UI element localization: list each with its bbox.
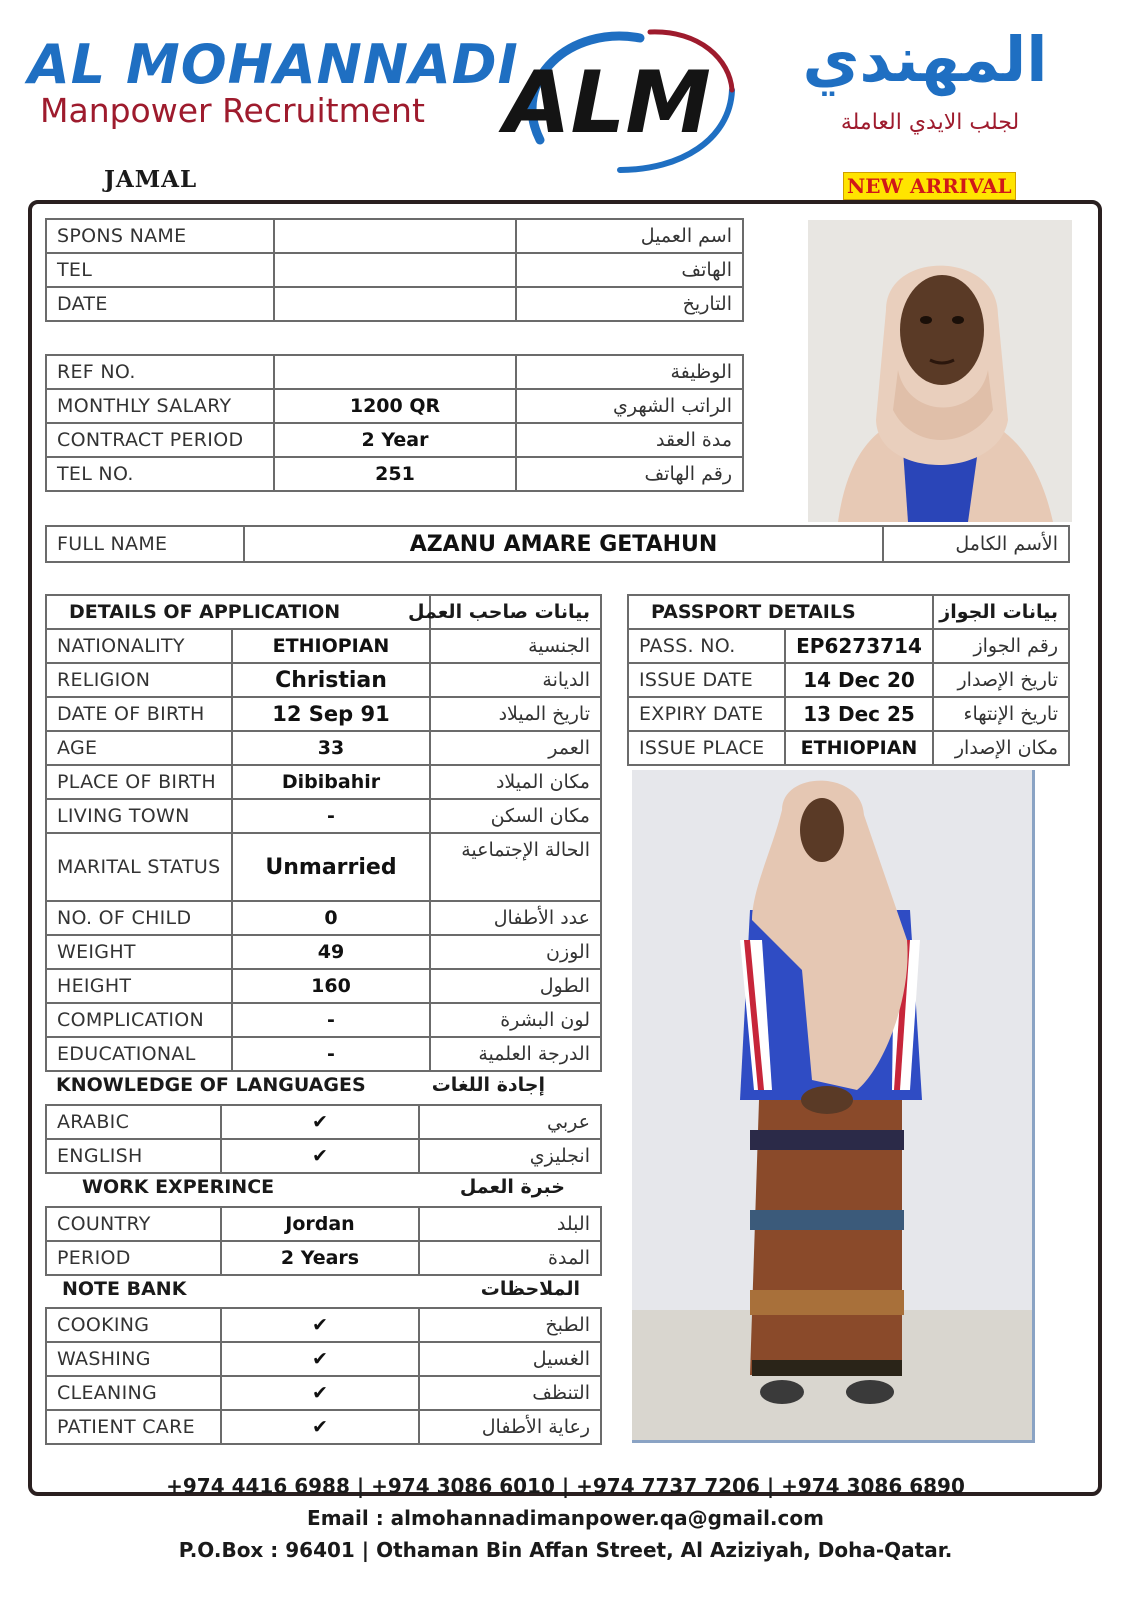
row-label: LIVING TOWN <box>46 799 232 833</box>
check-icon: ✔ <box>221 1308 419 1342</box>
table-row <box>46 1139 601 1173</box>
row-label: AGE <box>46 731 232 765</box>
table-row <box>46 1308 601 1342</box>
row-label-arabic: الديانة <box>430 663 601 697</box>
contract-period-value: 2 Year <box>274 423 516 457</box>
row-label-arabic: رقم الجواز <box>933 629 1069 663</box>
table-row <box>628 731 1069 765</box>
row-value: 2 Years <box>221 1241 419 1275</box>
section-title-arabic: بيانات صاحب العمل <box>430 595 601 629</box>
row-label-arabic: انجليزي <box>419 1139 601 1173</box>
row-label: DATE <box>46 287 274 321</box>
check-icon: ✔ <box>221 1410 419 1444</box>
expiry-date: 13 Dec 25 <box>785 697 933 731</box>
contract-table <box>45 354 744 492</box>
row-label-arabic: الطول <box>430 969 601 1003</box>
table-row <box>46 287 743 321</box>
row-label: EXPIRY DATE <box>628 697 785 731</box>
row-value: 160 <box>232 969 430 1003</box>
table-row <box>46 1003 601 1037</box>
row-label: WEIGHT <box>46 935 232 969</box>
row-label-arabic: مكان الإصدار <box>933 731 1069 765</box>
row-label-arabic: رقم الهاتف <box>516 457 743 491</box>
table-header-row <box>628 595 1069 629</box>
table-row <box>46 799 601 833</box>
table-row <box>46 1105 601 1139</box>
table-row <box>46 935 601 969</box>
table-row <box>46 526 1069 562</box>
row-label: ISSUE PLACE <box>628 731 785 765</box>
footer-email[interactable]: Email : almohannadimanpower.qa@gmail.com <box>307 1506 824 1530</box>
table-header-row <box>46 595 601 629</box>
row-label: CLEANING <box>46 1376 221 1410</box>
row-label: PATIENT CARE <box>46 1410 221 1444</box>
table-row <box>46 731 601 765</box>
table-row <box>46 389 743 423</box>
row-label: MARITAL STATUS <box>46 833 232 901</box>
row-label-arabic: العمر <box>430 731 601 765</box>
row-label-arabic: عدد الأطفال <box>430 901 601 935</box>
table-row <box>46 253 743 287</box>
check-icon: ✔ <box>221 1376 419 1410</box>
notes-table <box>45 1307 602 1445</box>
table-row <box>46 1342 601 1376</box>
row-label: PERIOD <box>46 1241 221 1275</box>
row-label: WASHING <box>46 1342 221 1376</box>
row-label: NO. OF CHILD <box>46 901 232 935</box>
sponsor-date-field[interactable] <box>274 287 516 321</box>
row-value: 49 <box>232 935 430 969</box>
full-name-table <box>45 525 1070 563</box>
section-title: DETAILS OF APPLICATION <box>46 595 430 629</box>
row-label: MONTHLY SALARY <box>46 389 274 423</box>
row-label-arabic: الوظيفة <box>516 355 743 389</box>
full-body-photo <box>632 770 1035 1443</box>
table-row <box>628 629 1069 663</box>
sponsor-table <box>45 218 744 322</box>
table-row <box>46 765 601 799</box>
ref-no-value <box>274 355 516 389</box>
tel-no-value: 251 <box>274 457 516 491</box>
brand-subtitle-arabic: لجلب الايدي العاملة <box>840 110 1020 135</box>
check-icon: ✔ <box>221 1342 419 1376</box>
section-title: PASSPORT DETAILS <box>628 595 933 629</box>
check-icon: ✔ <box>221 1105 419 1139</box>
row-label-arabic: الطبخ <box>419 1308 601 1342</box>
alm-logo <box>500 20 735 180</box>
alm-logo-text: ALM <box>504 53 711 153</box>
row-label-arabic: الدرجة العلمية <box>430 1037 601 1071</box>
passport-table <box>627 594 1070 766</box>
row-label: SPONS NAME <box>46 219 274 253</box>
row-label-arabic: الوزن <box>430 935 601 969</box>
row-value: 12 Sep 91 <box>232 697 430 731</box>
new-arrival-badge: NEW ARRIVAL <box>843 172 1016 200</box>
row-value: - <box>232 1037 430 1071</box>
row-label: ENGLISH <box>46 1139 221 1173</box>
row-value: Christian <box>232 663 430 697</box>
row-label-arabic: الحالة الإجتماعية <box>430 833 601 901</box>
portrait-photo <box>808 220 1072 522</box>
check-icon: ✔ <box>221 1139 419 1173</box>
row-label-arabic: تاريخ الإصدار <box>933 663 1069 697</box>
footer-phones: +974 4416 6988 | +974 3086 6010 | +974 7737 7206 | +974 3086 6890 <box>166 1474 965 1498</box>
row-label: PLACE OF BIRTH <box>46 765 232 799</box>
row-label: REF NO. <box>46 355 274 389</box>
row-label: DATE OF BIRTH <box>46 697 232 731</box>
table-row <box>46 423 743 457</box>
row-value: Unmarried <box>232 833 430 901</box>
row-label-arabic: تاريخ الإنتهاء <box>933 697 1069 731</box>
notes-title-arabic: الملاحظات <box>480 1278 580 1300</box>
row-value: 0 <box>232 901 430 935</box>
table-row <box>46 355 743 389</box>
row-label: PASS. NO. <box>628 629 785 663</box>
application-table <box>45 594 602 1072</box>
table-row <box>46 1241 601 1275</box>
row-label: CONTRACT PERIOD <box>46 423 274 457</box>
languages-title-arabic: إجادة اللغات <box>431 1074 545 1096</box>
experience-title-arabic: خبرة العمل <box>459 1176 565 1198</box>
row-value: 33 <box>232 731 430 765</box>
notes-title: NOTE BANK <box>62 1278 187 1300</box>
row-value: ETHIOPIAN <box>232 629 430 663</box>
table-row <box>46 969 601 1003</box>
row-label-arabic: البلد <box>419 1207 601 1241</box>
row-value: - <box>232 799 430 833</box>
row-label-arabic: اسم العميل <box>516 219 743 253</box>
table-row <box>46 663 601 697</box>
table-row <box>46 457 743 491</box>
row-label-arabic: رعاية الأطفال <box>419 1410 601 1444</box>
passport-number: EP6273714 <box>785 629 933 663</box>
row-label-arabic: الراتب الشهري <box>516 389 743 423</box>
row-label: RELIGION <box>46 663 232 697</box>
issue-place: ETHIOPIAN <box>785 731 933 765</box>
footer-address: P.O.Box : 96401 | Othaman Bin Affan Street, Al Aziziyah, Doha-Qatar. <box>178 1538 953 1562</box>
row-label-arabic: مكان الميلاد <box>430 765 601 799</box>
row-label-arabic: عربي <box>419 1105 601 1139</box>
row-label-arabic: الجنسية <box>430 629 601 663</box>
row-label: COUNTRY <box>46 1207 221 1241</box>
row-label: EDUCATIONAL <box>46 1037 232 1071</box>
row-label-arabic: مكان السكن <box>430 799 601 833</box>
row-label: TEL <box>46 253 274 287</box>
row-value: Jordan <box>221 1207 419 1241</box>
row-label-arabic: المدة <box>419 1241 601 1275</box>
issue-date: 14 Dec 20 <box>785 663 933 697</box>
table-row <box>46 1376 601 1410</box>
table-row <box>628 697 1069 731</box>
table-row <box>46 697 601 731</box>
agent-name: JAMAL <box>104 166 198 193</box>
row-label: COOKING <box>46 1308 221 1342</box>
row-label-arabic: الأسم الكامل <box>883 526 1069 562</box>
table-row <box>628 663 1069 697</box>
sponsor-name-field[interactable] <box>274 219 516 253</box>
brand-subtitle: Manpower Recruitment <box>40 91 425 130</box>
row-label: TEL NO. <box>46 457 274 491</box>
experience-title: WORK EXPERINCE <box>82 1176 275 1198</box>
row-value: - <box>232 1003 430 1037</box>
table-row <box>46 1037 601 1071</box>
table-row <box>46 629 601 663</box>
row-label-arabic: مدة العقد <box>516 423 743 457</box>
full-name-value: AZANU AMARE GETAHUN <box>244 526 883 562</box>
table-row <box>46 1207 601 1241</box>
table-row <box>46 1410 601 1444</box>
sponsor-tel-field[interactable] <box>274 253 516 287</box>
row-label-arabic: تاريخ الميلاد <box>430 697 601 731</box>
table-row <box>46 219 743 253</box>
table-row <box>46 833 601 901</box>
salary-value: 1200 QR <box>274 389 516 423</box>
row-label: ARABIC <box>46 1105 221 1139</box>
row-label-arabic: التنظف <box>419 1376 601 1410</box>
brand-name-arabic: المهندي <box>802 23 1048 96</box>
languages-table <box>45 1104 602 1174</box>
row-label: ISSUE DATE <box>628 663 785 697</box>
row-label: NATIONALITY <box>46 629 232 663</box>
section-title-arabic: بيانات الجواز <box>933 595 1069 629</box>
row-label: FULL NAME <box>46 526 244 562</box>
experience-table <box>45 1206 602 1276</box>
row-value: Dibibahir <box>232 765 430 799</box>
languages-title: KNOWLEDGE OF LANGUAGES <box>56 1074 366 1096</box>
row-label: HEIGHT <box>46 969 232 1003</box>
row-label-arabic: لون البشرة <box>430 1003 601 1037</box>
brand-name: AL MOHANNADI <box>28 33 519 96</box>
row-label-arabic: الغسيل <box>419 1342 601 1376</box>
row-label: COMPLICATION <box>46 1003 232 1037</box>
table-row <box>46 901 601 935</box>
row-label-arabic: الهاتف <box>516 253 743 287</box>
row-label-arabic: التاريخ <box>516 287 743 321</box>
